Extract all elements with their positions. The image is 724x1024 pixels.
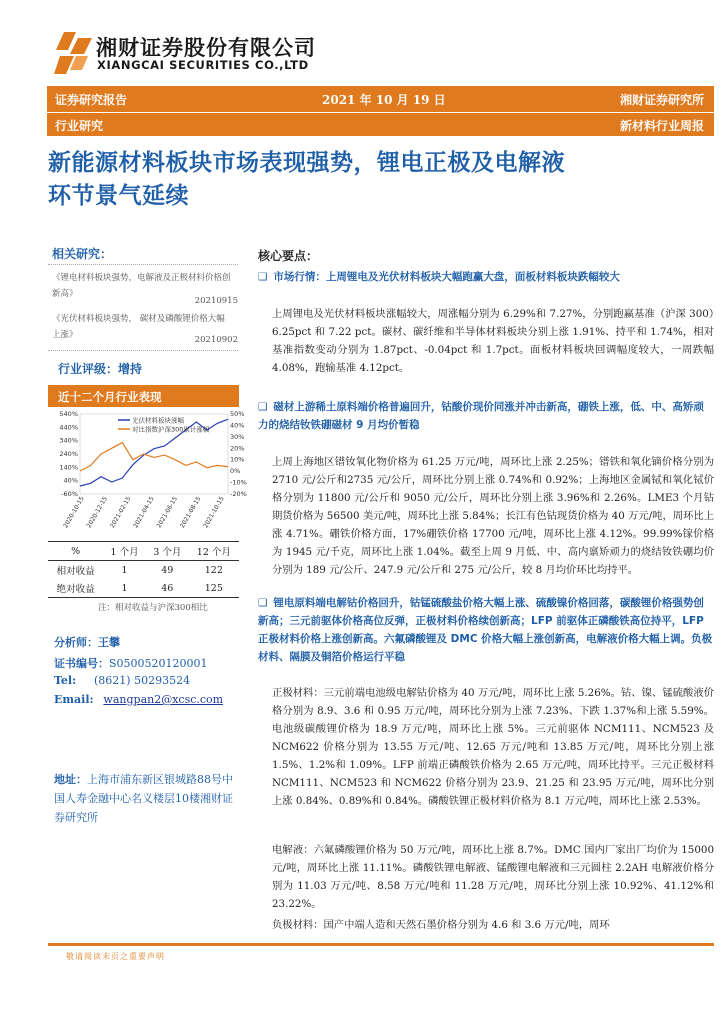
table-row bbox=[48, 579, 239, 598]
section-head-text: 锂电原料端电解钴价格回升，钴锰硫酸盐价格大幅上涨、硫酸镍价格回落，碳酸锂价格强势创新高；三元前驱体价格高位反弹，正极材料价格续创新高；LFP 前驱体正磷酸铁高位持平，LFP 正极材料价格上涨创新高。六氟磷酸锂及 DMC 价格大幅上涨创新高，电解液价格大幅上调。负极材料、隔膜及铜箔价格运行平稳 bbox=[258, 597, 713, 663]
col-header: 12 个月 bbox=[196, 547, 231, 558]
cert-row bbox=[54, 655, 208, 671]
col-header: 3 个月 bbox=[153, 547, 182, 558]
col-header: % bbox=[71, 545, 81, 557]
email-row bbox=[54, 693, 223, 706]
chart-title: 近十二个月行业表现 bbox=[58, 390, 162, 404]
institute: 湘财证券研究所 bbox=[619, 93, 704, 107]
core-points-head: 核心要点： bbox=[258, 249, 319, 263]
col-header: 1 个月 bbox=[110, 547, 139, 558]
y-tick-left: 40% bbox=[63, 476, 78, 485]
title-line-1: 新能源材料板块市场表现强势，锂电正极及电解液 bbox=[48, 150, 565, 176]
section-body-cathode: 正极材料：三元前端电池级电解钴价格为 40 万元/吨，周环比上涨 5.26%。钴、镍、锰硫酸液价格分别为 8.9、3.6 和 0.95 万元/吨，周环比分别为上涨 7.23%、下跌 1.37%和上涨 5.59%。电池级碳酸锂价格为 18.9 万元/吨，周环比上涨 5%。三元前驱体 NCM111、NCM523 及 NCM622 价格分别为 13.55 万元/吨、12.65 万元/吨和 13.85 万元/吨，周环比分别上涨 1.5%、1.2%和 1.09%。LFP 前端正磷酸铁价格为 2.65 万元/吨，周环比持平。三元正极材料 NCM111、NCM523 和 NCM622 价格分别为 23.9、21.25 和 23.95 万元/吨，周环比分别上涨 0.84%、0.89%和 0.84%。磷酸铁锂正极材料价格为 8.1 万元/吨，周环比上涨 2.53%。 bbox=[272, 687, 714, 807]
table-row bbox=[48, 561, 239, 580]
company-name-en: XIANGCAI SECURITIES CO.,LTD bbox=[97, 58, 309, 72]
x-tick: 2021-08-15 bbox=[178, 495, 203, 530]
bullet-square-icon: ❑ bbox=[258, 401, 268, 413]
x-tick: 2021-02-15 bbox=[108, 495, 133, 530]
x-tick: 2021-06-15 bbox=[155, 495, 180, 530]
y-tick-left: 140% bbox=[59, 463, 78, 472]
table-cell: 1 bbox=[121, 582, 128, 594]
table-header bbox=[48, 542, 239, 561]
email-label: Email: bbox=[54, 693, 94, 706]
x-tick: 2020-12-15 bbox=[85, 495, 110, 530]
table-cell: 相对收益 bbox=[56, 566, 95, 577]
category: 行业研究 bbox=[55, 119, 104, 133]
bullet-square-icon: ❑ bbox=[258, 271, 268, 283]
x-tick: 2021-04-15 bbox=[132, 495, 156, 530]
y-tick-right: -20% bbox=[230, 490, 247, 498]
y-tick-right: 50% bbox=[230, 410, 245, 418]
section-body-electrolyte: 电解液：六氟磷酸锂价格为 50 万元/吨，周环比上涨 8.7%。DMC 国内厂家出厂均价为 15000 元/吨，周环比上涨 11.11%。磷酸铁锂电解液、锰酸锂电解液和三元圆柱 2.2AH 电解液价格分别为 11.03 万元/吨、8.58 万元/吨和 11.28 万元/吨，周环比分别上涨 10.92%、41.12%和 23.22%。 bbox=[272, 844, 714, 910]
series: 新材料行业周报 bbox=[619, 119, 704, 133]
y-tick-left: -60% bbox=[61, 490, 78, 498]
header-bar-bottom bbox=[47, 113, 714, 136]
address-label: 地址： bbox=[54, 773, 87, 786]
y-tick-right: 10% bbox=[230, 455, 245, 464]
related-date-2: 20210902 bbox=[194, 335, 238, 345]
y-tick-right: 40% bbox=[230, 421, 245, 430]
cert-label: 证书编号： bbox=[54, 657, 109, 670]
company-name-cn: 湘财证券股份有限公司 bbox=[96, 36, 316, 60]
legend-label-index: 对比指数沪深300累计涨幅 bbox=[132, 425, 210, 434]
section-body-magnet: 上周上海地区镨钕氧化物价格为 61.25 万元/吨，周环比上涨 2.25%；镨铁和氧化镝价格分别为2710 元/公斤和2735 元/公斤，周环比分别上涨 0.74%和 0.92%；上海地区金属铽和氧化铽价格分别为 11800 元/公斤和 9050 元/公斤，周环比分别上涨 3.96%和 2.26%。LME3 个月钴期货价格为 56500 美元/吨，周环比上涨 5.84%；长江有色钴现货价格为 40 万元/吨，周环比上涨 4.71%。硼铁价格方面，17%硼铁价格 17700 元/吨，周环比上涨 4.12%。99.99%镓价格为 1945 元/千克，周环比上涨 1.04%。截至上周 9 月低、中、高内禀矫顽力的烧结钕铁硼均价分别为 189 元/公斤、247.9 元/公斤和 275 元/公斤，较 8 月均价环比均持平。 bbox=[272, 456, 714, 576]
chart-legend bbox=[118, 416, 210, 434]
section-head-magnet bbox=[258, 398, 714, 434]
table-cell: 49 bbox=[161, 564, 174, 576]
section-head-text: 磁材上游稀土原料端价格普遍回升，钴酸价现价同涨并冲击新高，硼铁上涨，低、中、高矫顽力的烧结钕铁硼磁材 9 月均价暂稳 bbox=[258, 401, 704, 431]
related-research-head: 相关研究： bbox=[52, 247, 113, 261]
y-tick-left: 240% bbox=[59, 450, 78, 458]
section-head-lithium bbox=[258, 594, 714, 666]
related-item-1[interactable]: 《锂电材料板块强势，电解液及正极材料价格创新高》 bbox=[52, 273, 231, 299]
y-tick-left: 340% bbox=[59, 436, 78, 445]
bullet-square-icon: ❑ bbox=[258, 597, 268, 609]
industry-performance-chart bbox=[48, 410, 248, 538]
table-note: 注：相对收益与沪深300相比 bbox=[98, 603, 208, 613]
cert-value: S0500520120001 bbox=[109, 657, 208, 670]
section-body-anode: 负极材料：国产中端人造和天然石墨价格分别为 4.6 和 3.6 万元/吨，周环 bbox=[272, 919, 610, 931]
footer-rule bbox=[48, 943, 714, 946]
header-bar-top bbox=[47, 86, 714, 112]
related-date-1: 20210915 bbox=[194, 296, 238, 306]
divider bbox=[48, 350, 238, 351]
tel-value: (8621) 50293524 bbox=[94, 674, 191, 687]
y-tick-left: 440% bbox=[59, 423, 78, 432]
tel-row bbox=[54, 674, 190, 687]
section-head-market bbox=[258, 268, 714, 286]
divider bbox=[48, 264, 238, 265]
section-head-text: 市场行情：上周锂电及光伏材料板块大幅跑赢大盘，面板材料板块跌幅较大 bbox=[273, 271, 620, 283]
table-cell: 1 bbox=[121, 564, 128, 576]
company-logo-icon bbox=[54, 30, 94, 76]
chart-title-bar bbox=[48, 385, 239, 407]
address-row bbox=[54, 770, 240, 827]
table-cell: 46 bbox=[161, 582, 174, 594]
legend-label-sector: 光伏材料板块涨幅 bbox=[132, 416, 184, 425]
y-tick-left: 540% bbox=[59, 410, 78, 418]
series-line-1 bbox=[80, 443, 228, 472]
industry-rating: 行业评级：增持 bbox=[58, 362, 143, 376]
y-axis-left bbox=[59, 410, 78, 498]
page-title bbox=[48, 147, 708, 213]
x-tick: 2021-10-15 bbox=[202, 495, 226, 530]
table-cell: 122 bbox=[204, 564, 223, 576]
y-tick-right: 30% bbox=[230, 432, 245, 441]
y-axis-right bbox=[230, 410, 247, 498]
related-item-2[interactable]: 《光伏材料板块强势， 碳材及磷酸锂价格大幅上涨》 bbox=[52, 314, 225, 340]
email-link[interactable]: wangpan2@xcsc.com bbox=[103, 693, 224, 706]
performance-table bbox=[48, 541, 239, 598]
report-date: 2021 年 10 月 19 日 bbox=[322, 93, 446, 107]
section-body-market: 上周锂电及光伏材料板块涨幅较大，周涨幅分别为 6.29%和 7.27%，分别跑赢基准（沪深 300）6.25pct 和 7.22 pct。碳材、碳纤维和半导体材料板块分别上涨 1.91%、持平和 1.74%，相对基准指数变动分别为 1.87pct、-0.04pct 和 1.7pct。面板材料板块回调幅度较大，一周跌幅 4.08%，跑输基准 4.12pct。 bbox=[272, 308, 714, 374]
table-cell: 绝对收益 bbox=[56, 584, 95, 595]
y-tick-right: 20% bbox=[230, 444, 245, 453]
address-value: 上海市浦东新区银城路88号中国人寿金融中心名义楼层10楼湘财证券研究所 bbox=[54, 773, 233, 824]
y-tick-right: -10% bbox=[230, 478, 247, 487]
x-tick: 2020-10-15 bbox=[62, 495, 86, 530]
title-line-2: 环节景气延续 bbox=[48, 183, 189, 209]
table-cell: 125 bbox=[204, 582, 223, 594]
x-axis bbox=[62, 495, 226, 529]
report-type: 证券研究报告 bbox=[55, 93, 128, 107]
y-tick-right: 0% bbox=[230, 467, 241, 476]
tel-label: Tel: bbox=[54, 674, 77, 687]
footer-disclaimer: 敬请阅读末页之重要声明 bbox=[66, 952, 165, 961]
analyst-name: 分析师：王攀 bbox=[54, 636, 120, 649]
